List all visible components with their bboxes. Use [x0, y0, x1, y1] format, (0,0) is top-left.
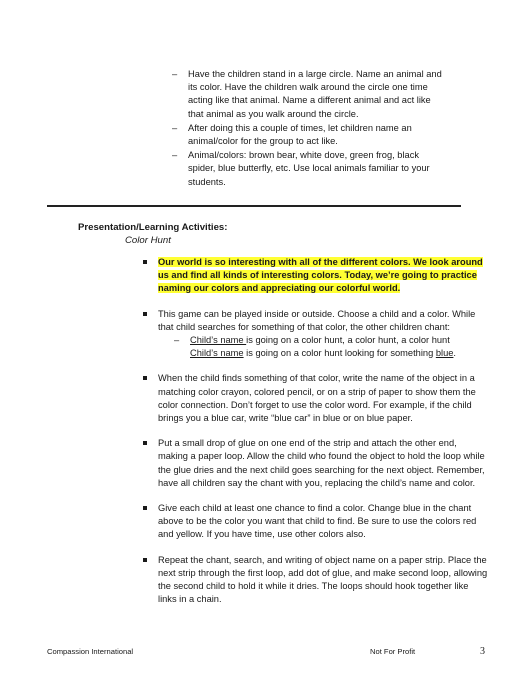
- list-item: [143, 372, 488, 425]
- list-item: – Animal/colors: brown bear, white dove, green frog, black spider, blue butterfly, etc. Use local animals familiar to your students.: [172, 149, 442, 189]
- chant-line: [174, 334, 488, 360]
- step-text: Repeat the chant, search, and writing of object name on a paper strip. Place the next strip through the first loop, add dot of glue, and make second loop, allowing the second child to hold it while it dries. The loops should hook together like links in a chain.: [158, 554, 488, 605]
- list-item: [143, 502, 488, 542]
- list-item: – After doing this a couple of times, let children name an animal/color for the group to act like.: [172, 122, 442, 148]
- section-divider: [47, 205, 461, 207]
- step-text: Put a small drop of glue on one end of the strip and attach the other end, making a paper loop. Allow the child who found the object to hold the loop while the glue dries and the next child goes searching for the next object. Remember, have all children say the chant with you, replacing the child’s name and color.: [158, 438, 485, 488]
- child-name-placeholder: Child’s name: [190, 348, 244, 359]
- bullet-square-icon: [143, 376, 147, 380]
- activity-title: Color Hunt: [125, 235, 171, 246]
- intro-activity-list: [172, 68, 442, 190]
- bullet-square-icon: [143, 558, 147, 562]
- chant-list: [158, 334, 488, 360]
- list-item: [143, 308, 488, 361]
- step-text: This game can be played inside or outside. Choose a child and a color. While that child searches for something of that color, the other children chant:: [158, 308, 476, 332]
- child-name-placeholder: Child’s name: [190, 335, 247, 346]
- step-text: When the child finds something of that color, write the name of the object in a matching color crayon, colored pencil, or on a strip of paper to show them the color connection. Don’t forget to use the color word. For example, if the child brings you a blue car, write “blue car” in blue or on blue paper.: [158, 373, 476, 424]
- footer-status: Not For Profit: [370, 647, 416, 656]
- highlighted-intro-text: Our world is so interesting with all of the different colors. We look around us and find all kinds of interesting colors. Today, we’re going to practice naming our colors and appreciating our colorful world.: [158, 257, 483, 294]
- list-item: – Have the children stand in a large circle. Name an animal and its color. Have the children walk around the circle one time acting like that animal. Name a different animal and act like that animal as you walk around the circle.: [172, 68, 442, 121]
- footer-organization: Compassion International: [47, 647, 134, 656]
- list-item: [143, 437, 488, 490]
- bullet-square-icon: [143, 441, 147, 445]
- chant-text: is going on a color hunt, a color hunt, a color hunt: [246, 335, 450, 346]
- activity-steps-list: [143, 256, 488, 618]
- bullet-square-icon: [143, 506, 147, 510]
- section-heading: Presentation/Learning Activities:: [78, 222, 228, 233]
- bullet-square-icon: [143, 260, 147, 264]
- list-item: [143, 554, 488, 607]
- chant-period: .: [453, 348, 457, 359]
- page-number: 3: [480, 646, 485, 657]
- bullet-square-icon: [143, 312, 147, 316]
- list-item: [143, 256, 488, 296]
- color-word: blue: [435, 348, 454, 359]
- chant-text: is going on a color hunt looking for something: [243, 348, 436, 359]
- step-text: Give each child at least one chance to find a color. Change blue in the chant above to be the color you want that child to find. Be sure to use the colors red and yellow. If you have time, use other colors also.: [158, 503, 477, 540]
